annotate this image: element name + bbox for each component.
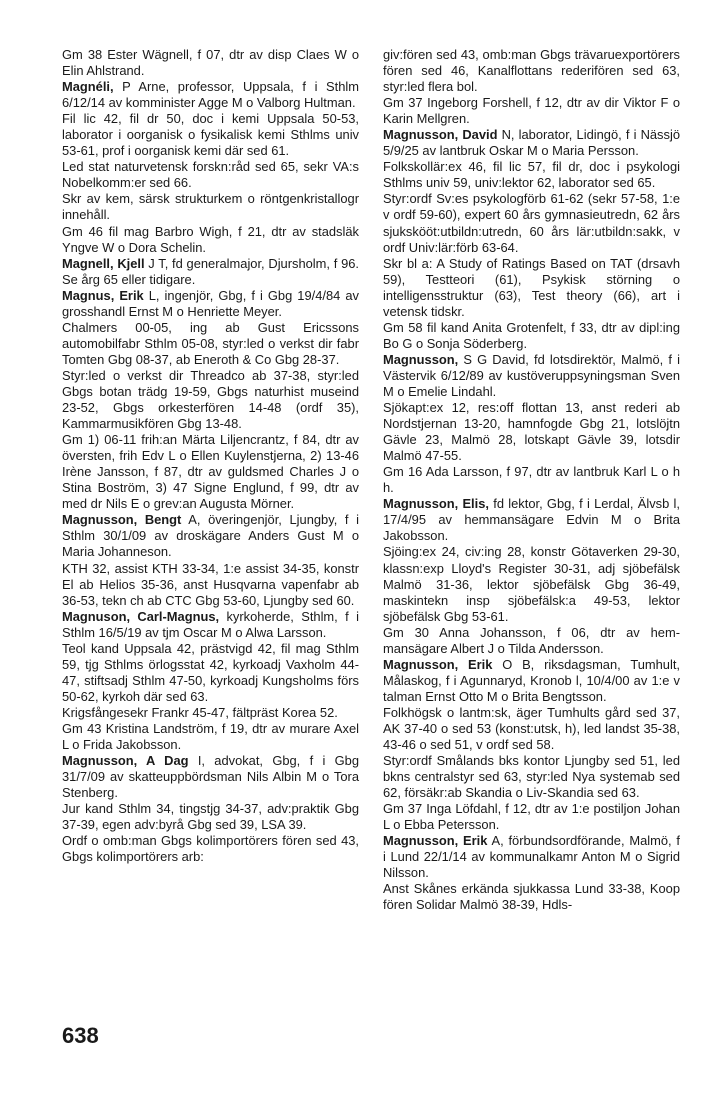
entry-paragraph bbox=[62, 224, 359, 256]
entry-paragraph bbox=[383, 320, 680, 352]
entry-name: Magnusson, Erik bbox=[383, 656, 493, 672]
entry-text: Gm 1) 06-11 frih:an Märta Liljencrantz, f 84, dtr av översten, frih Edv L o Ellen Kuylenstjerna, 2) 13-46 Irène Jansson, f 87, dtr av guldsmed Charles J o Stina Boström, 3) 47 Signe Englund, f 99, dtr av med dr Nils E o grev:an Augusta Mörner. bbox=[62, 432, 359, 512]
entry-paragraph bbox=[62, 705, 359, 721]
entry-text: A, förbundsordförande, Malmö, f i Lund 22/1/14 av kommunalkamr Anton M o Sigrid Nilsson. bbox=[383, 833, 680, 881]
entry-text: Chalmers 00-05, ing ab Gust Ericssons automobilfabr Sthlm 05-08, styr:led o verkst dir fabr Tomten Gbg 08-37, ab Eneroth & Co Gbg 28-37. bbox=[62, 319, 359, 367]
entry-heading-paragraph bbox=[62, 288, 359, 320]
entry-text: N, laborator, Lidingö, f i Nässjö 5/9/25 av lantbruk Oskar M o Maria Persson. bbox=[383, 127, 680, 159]
entry-name: Magnell, Kjell bbox=[62, 255, 145, 271]
entry-text: Gm 46 fil mag Barbro Wigh, f 21, dtr av stadsläk Yngve W o Dora Schelin. bbox=[62, 223, 359, 255]
entry-text: S G David, fd lotsdirektör, Malmö, f i Västervik 6/12/89 av kustöveruppsyningsman Sven M o Emelie Lindahl. bbox=[383, 351, 680, 399]
entry-text: Jur kand Sthlm 34, tingstjg 34-37, adv:praktik Gbg 37-39, egen adv:byrå Gbg sed 39, LSA 39. bbox=[62, 801, 359, 833]
entry-paragraph bbox=[383, 95, 680, 127]
entry-text: kyrkoherde, Sthlm, f i Sthlm 16/5/19 av tjm Oscar M o Alwa Larsson. bbox=[62, 608, 359, 640]
entry-paragraph bbox=[383, 881, 680, 913]
entry-paragraph bbox=[62, 47, 359, 79]
entry-heading-paragraph bbox=[62, 79, 359, 111]
entry-name: Magnusson, Bengt bbox=[62, 512, 182, 528]
entry-heading-paragraph bbox=[383, 833, 680, 881]
entry-paragraph bbox=[383, 801, 680, 833]
entry-text: Folkskollär:ex 46, fil lic 57, fil dr, doc i psykologi Sthlms univ 59, univ:lektor 62, laborator sed 65. bbox=[383, 159, 680, 191]
entry-paragraph bbox=[62, 801, 359, 833]
entry-text: Gm 58 fil kand Anita Grotenfelt, f 33, dtr av dipl:ing Bo G o Sonja Söderberg. bbox=[383, 319, 680, 351]
entry-text: Gm 16 Ada Larsson, f 97, dtr av lantbruk Karl L o h h. bbox=[383, 464, 680, 496]
entry-text: Skr bl a: A Study of Ratings Based on TAT (drsavh 59), Testteori (61), Psykisk störning o intelligensstruktur (63), Test theory (66), art i vetensk tidskr. bbox=[383, 255, 680, 319]
entry-text: Skr av kem, särsk strukturkem o röntgenkristallogr innehåll. bbox=[62, 191, 359, 223]
entry-name: Magnusson, Elis, bbox=[383, 496, 489, 512]
entry-text: A, överingenjör, Ljungby, f i Sthlm 30/1/09 av droskägare Anders Gust M o Maria Johanneson. bbox=[62, 512, 359, 560]
entry-paragraph bbox=[62, 320, 359, 368]
entry-text: Styr:ordf Sv:es psykologförb 61-62 (sekr 57-58, 1:e v ordf 59-60), expert 60 års gymnasieutredn, 62 års sjukskööt:utbildn:utredn, 60 års lär:utbildn:sakk, v ordf Univ:lär:förb 63-64. bbox=[383, 191, 680, 255]
entry-heading-paragraph bbox=[62, 512, 359, 560]
entry-name: Magnusson, Erik bbox=[383, 833, 488, 849]
page-number: 638 bbox=[62, 1023, 99, 1048]
entry-text: Styr:led o verkst dir Threadco ab 37-38, styr:led Gbgs botan trädg 19-59, Gbgs naturhist museind 23-52, Gbgs orkesterfören 14-48 (ordf 35), Kammarmusikfören Gbg 13-48. bbox=[62, 367, 359, 432]
entry-paragraph bbox=[62, 721, 359, 753]
entry-text: Ordf o omb:man Gbgs kolimportörers fören sed 43, Gbgs kolimportörers arb: bbox=[62, 833, 359, 865]
entry-text: O B, riksdagsman, Tumhult, Målaskog, f i Agunnaryd, Kronob l, 10/4/00 av 1:e v talman Ernst Otto M o Brita Bengtsson. bbox=[383, 656, 680, 704]
entry-name: Magnusson, A Dag bbox=[62, 753, 189, 769]
entry-paragraph bbox=[383, 753, 680, 801]
entry-paragraph bbox=[62, 641, 359, 705]
entry-text: Gm 38 Ester Wägnell, f 07, dtr av disp Claes W o Elin Ahlstrand. bbox=[62, 47, 359, 79]
entry-paragraph bbox=[383, 625, 680, 657]
entry-text: J T, fd generalmajor, Djursholm, f 96. Se årg 65 eller tidigare. bbox=[62, 255, 359, 287]
entry-paragraph bbox=[62, 191, 359, 223]
entry-text: Fil lic 42, fil dr 50, doc i kemi Uppsala 50-53, laborator i oorganisk o fysikalisk kemi Sthlms univ 53-61, prof i oorganisk kemi där sed 61. bbox=[62, 111, 359, 159]
entry-name: Magnéli, bbox=[62, 79, 114, 95]
entry-text: Gm 30 Anna Johansson, f 06, dtr av hemmansägare Albert J o Tilda Andersson. bbox=[383, 624, 680, 656]
right-column bbox=[383, 47, 680, 914]
entry-text: L, ingenjör, Gbg, f i Gbg 19/4/84 av grosshandl Ernst M o Henriette Meyer. bbox=[62, 287, 359, 319]
left-column bbox=[62, 47, 359, 914]
entry-text: Sjöing:ex 24, civ:ing 28, konstr Götaverken 29-30, klassn:exp Lloyd's Register 30-31, adj sjöbefälsk Malmö 31-36, lektor sjöbefälsk Gbg 36-49, maskintekn insp sjöbefälsk:a 49-53, lektor sjöbefälsk Gbg 53-61. bbox=[383, 544, 680, 624]
entry-paragraph bbox=[383, 400, 680, 464]
entry-paragraph bbox=[62, 833, 359, 865]
entry-heading-paragraph bbox=[62, 609, 359, 641]
entry-heading-paragraph bbox=[383, 352, 680, 400]
entry-text: giv:fören sed 43, omb:man Gbgs trävaruexportörers fören sed 46, Kanalflottans rederifören sed 63, styr:led flera bol. bbox=[383, 47, 680, 95]
entry-paragraph bbox=[383, 191, 680, 255]
entry-heading-paragraph bbox=[383, 496, 680, 544]
entry-name: Magnuson, Carl-Magnus, bbox=[62, 608, 220, 624]
entry-text: Krigsfångesekr Frankr 45-47, fältpräst Korea 52. bbox=[62, 704, 338, 720]
entry-text: Folkhögsk o lantm:sk, äger Tumhults gård sed 37, AK 37-40 o sed 53 (konst:utsk, h), led landst 35-38, 43-46 o sed 51, v ordf sed 58. bbox=[383, 704, 680, 753]
entry-paragraph bbox=[383, 544, 680, 624]
entry-heading-paragraph bbox=[62, 753, 359, 801]
entry-name: Magnus, Erik bbox=[62, 287, 144, 303]
entry-text: fd lektor, Gbg, f i Lerdal, Älvsb l, 17/4/95 av hemmansägare Edvin M o Brita Jakobsson. bbox=[383, 496, 680, 544]
text-columns bbox=[62, 47, 680, 914]
entry-text: I, advokat, Gbg, f i Gbg 31/7/09 av skatteuppbördsman Nils Albin M o Tora Stenberg. bbox=[62, 753, 359, 801]
entry-text: Styr:ordf Smålands bks kontor Ljungby sed 51, led bkns centralstyr sed 63, styr:led Nya systemab sed 62, försäkr:ab Skandia o Liv-Skandia sed 63. bbox=[383, 753, 680, 801]
entry-name: Magnusson, David bbox=[383, 127, 498, 143]
entry-paragraph bbox=[62, 432, 359, 512]
entry-paragraph bbox=[383, 159, 680, 191]
entry-heading-paragraph bbox=[62, 256, 359, 288]
entry-text: Sjökapt:ex 12, res:off flottan 13, anst rederi ab Nordstjernan 13-20, hamnfogde Gbg 21, lotslöjtn Gävle 23, Malmö 28, lotskapt Gävle 39, lotsdir Malmö 47-55. bbox=[383, 400, 680, 464]
entry-name: Magnusson, bbox=[383, 351, 459, 367]
entry-paragraph bbox=[62, 159, 359, 191]
entry-paragraph bbox=[62, 561, 359, 609]
entry-heading-paragraph bbox=[383, 657, 680, 705]
entry-text: Gm 37 Inga Löfdahl, f 12, dtr av 1:e postiljon Johan L o Ebba Petersson. bbox=[383, 801, 680, 833]
entry-text: P Arne, professor, Uppsala, f i Sthlm 6/12/14 av komminister Agge M o Valborg Hultman. bbox=[62, 79, 359, 111]
entry-text: KTH 32, assist KTH 33-34, 1:e assist 34-35, konstr El ab Helios 35-36, anst Husqvarna vapenfabr ab 36-53, tekn ch ab CTC Gbg 53-60, Ljungby sed 60. bbox=[62, 560, 359, 608]
entry-text: Gm 37 Ingeborg Forshell, f 12, dtr av dir Viktor F o Karin Mellgren. bbox=[383, 95, 680, 127]
entry-paragraph bbox=[383, 256, 680, 320]
entry-text: Anst Skånes erkända sjukkassa Lund 33-38, Koop fören Solidar Malmö 38-39, Hdls- bbox=[383, 881, 680, 913]
entry-paragraph bbox=[62, 368, 359, 432]
entry-paragraph bbox=[383, 464, 680, 496]
entry-paragraph bbox=[383, 47, 680, 95]
entry-text: Led stat naturvetensk forskn:råd sed 65, sekr VA:s Nobelkomm:er sed 66. bbox=[62, 159, 359, 191]
entry-paragraph bbox=[62, 111, 359, 159]
entry-text: Teol kand Uppsala 42, prästvigd 42, fil mag Sthlm 59, tjg Sthlms örlogsstat 42, kyrkoadj Vaxholm 44-47, stiftsadj Sthlm 47-50, kyrkoadj Kungsholms förs 50-62, kyrkoh där sed 63. bbox=[62, 640, 359, 704]
entry-paragraph bbox=[383, 705, 680, 753]
entry-text: Gm 43 Kristina Landström, f 19, dtr av murare Axel L o Frida Jakobsson. bbox=[62, 720, 359, 753]
entry-heading-paragraph bbox=[383, 127, 680, 159]
